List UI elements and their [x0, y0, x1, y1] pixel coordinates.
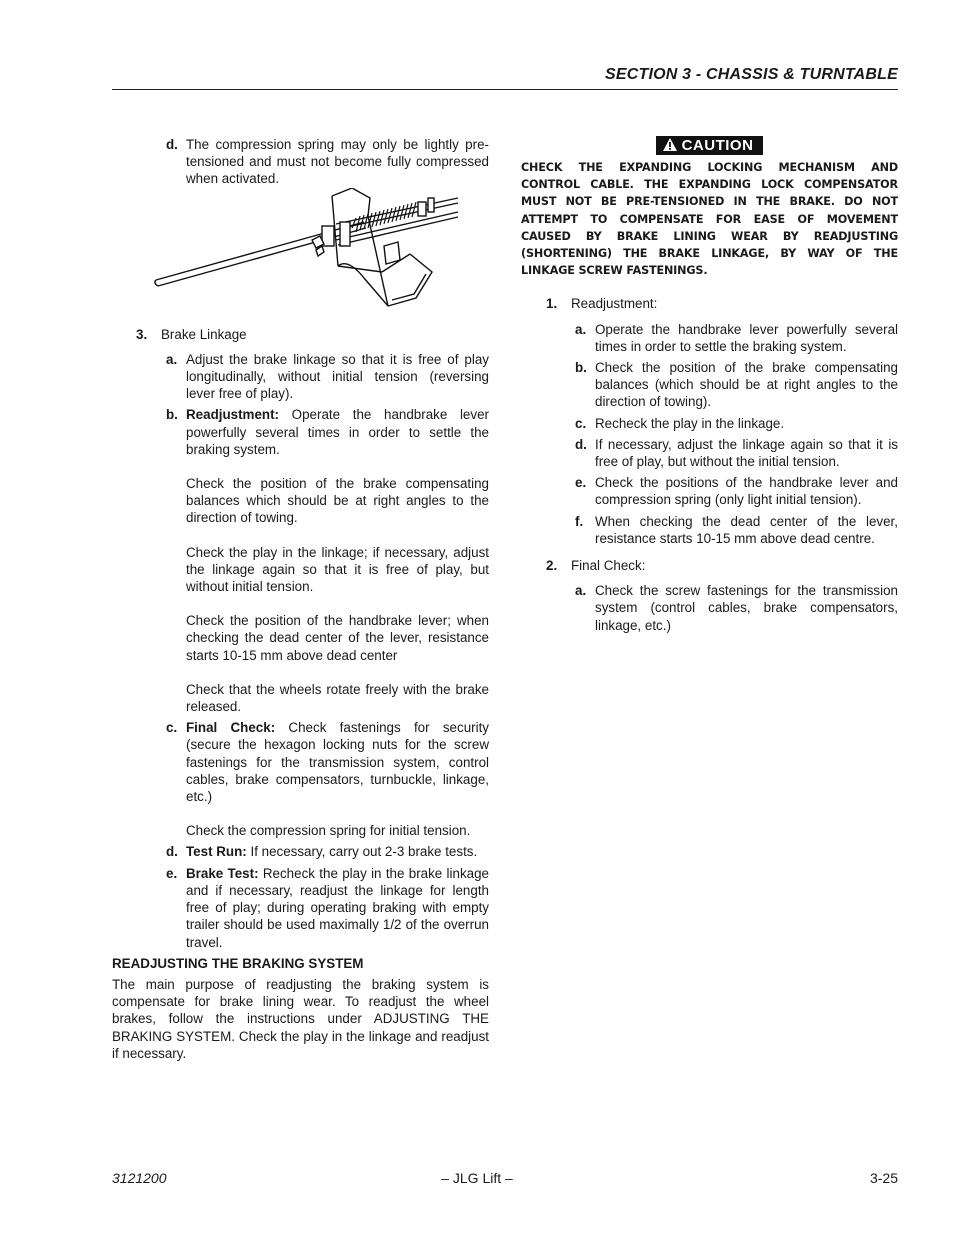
caution-box — [521, 136, 898, 155]
caution-text: CHECK THE EXPANDING LOCKING MECHANISM AND CONTROL CABLE. THE EXPANDING LOCK COMPENSATOR MUST NOT BE PRE-TENSIONED IN THE BRAKE. DO NOT ATTEMPT TO COMPENSATE FOR EASE OF MOVEMENT CAUSED BY BRAKE LINING WEAR BY READJUSTING (SHORTENING) THE BRAKE LINKAGE, BY WAY OF THE LINKAGE SCREW FASTENINGS. — [521, 161, 898, 278]
step-d-compression-spring: d. The compression spring may only be lightly pre-tensioned and must not become fully compressed when activated. — [166, 137, 489, 187]
readjustment-step-d: d. If necessary, adjust the linkage again so that it is free of play, but without the initial tension. — [575, 436, 898, 470]
readjusting-paragraph: The main purpose of readjusting the braking system is compensate for brake lining wear. To readjust the wheel brakes, follow the instructions under ADJUSTING THE BRAKING SYSTEM. Check the play in the linkage and readjust if necessary. — [112, 976, 489, 1061]
brake-linkage-step-a: a. Adjust the brake linkage so that it is free of play longitudinally, without initial tension (reversing lever free of play). — [166, 351, 489, 402]
readjustment-step-e: e. Check the positions of the handbrake lever and compression spring (only light initial tension). — [575, 475, 898, 508]
page-number: 3-25 — [869, 1170, 898, 1186]
readjustment-step-f: f. When checking the dead center of the lever, resistance starts 10-15 mm above dead centre. — [575, 513, 898, 546]
brake-linkage-step-c: c. Final Check: Check fastenings for security (secure the hexagon locking nuts for the screw fastenings for the transmission system, control cables, brake compensators, turnbuckle, linkage, etc.) Check the compression spring for initial tension. — [166, 720, 489, 839]
header-rule — [112, 89, 898, 90]
brake-linkage-drawing — [152, 188, 472, 316]
doc-number: 3121200 — [112, 1170, 167, 1186]
footer-brand: – JLG Lift – — [441, 1170, 513, 1186]
brake-linkage-step-b: b. Readjustment: Operate the handbrake lever powerfully several times in order to settle the braking system. Check the position of the brake compensating balances which should be at right angles to the direction of towing. Check the play in the linkage; if necessary, adjust the linkage again so that it is free of play, but without initial tension. Check the position of the handbrake lever; when checking the dead center of the lever, resistance starts 10-15 mm above dead center Check that the wheels rotate freely with the brake released. — [166, 407, 489, 715]
final-check-step-a: a. Check the screw fastenings for the transmission system (control cables, brake compensators, linkage, etc.) — [575, 583, 898, 633]
readjustment-step-c: c. Recheck the play in the linkage. — [575, 415, 785, 431]
right-column — [521, 136, 898, 634]
left-column — [112, 136, 489, 1062]
caution-label: CAUTION — [681, 137, 754, 154]
brake-linkage-illustration — [152, 188, 472, 316]
readjustment-step-b: b. Check the position of the brake compensating balances (which should be at right angles to the direction of towing). — [575, 360, 898, 410]
step-3-brake-linkage: 3. Brake Linkage — [136, 326, 247, 342]
step-2-final-check: 2. Final Check: — [546, 558, 646, 574]
caution-badge — [656, 136, 764, 155]
step-1-readjustment: 1. Readjustment: — [546, 296, 658, 312]
readjusting-heading: READJUSTING THE BRAKING SYSTEM — [112, 955, 364, 971]
readjustment-step-a: a. Operate the handbrake lever powerfully several times in order to settle the braking system. — [575, 321, 898, 354]
warning-triangle-icon — [662, 137, 678, 152]
brake-linkage-step-e: e. Brake Test: Recheck the play in the brake linkage and if necessary, readjust the linkage for length free of play; during operating braking with empty trailer should be used maximally 1/2 of the overrun travel. — [166, 865, 489, 950]
brake-linkage-step-d: d. Test Run: If necessary, carry out 2-3 brake tests. — [166, 844, 478, 860]
section-title: SECTION 3 - CHASSIS & TURNTABLE — [604, 66, 898, 83]
